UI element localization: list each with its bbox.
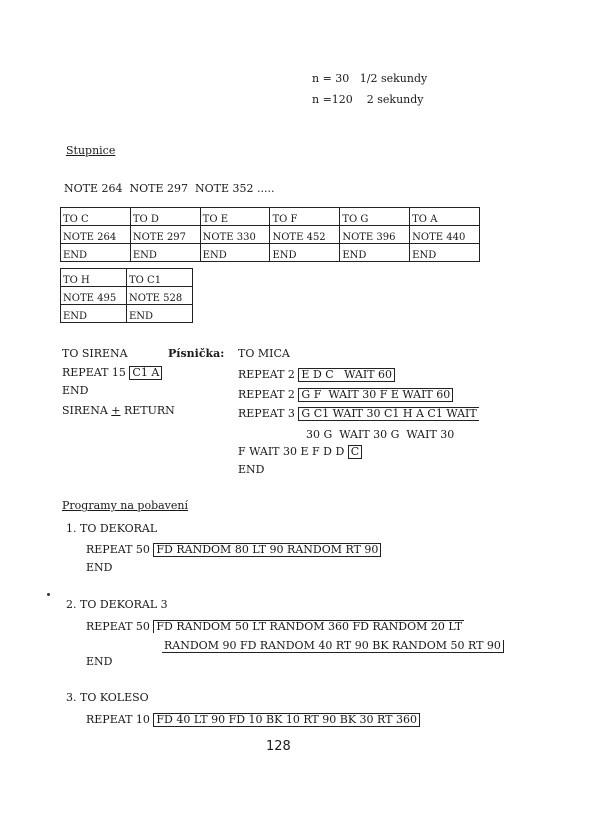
code-text: F WAIT 30 E F D D (238, 445, 348, 458)
stupnice-heading: Stupnice (66, 144, 116, 157)
program-1-title: 1. TO DEKORAL (66, 522, 158, 535)
mica-line-3 (238, 407, 479, 421)
code-text: REPEAT 3 (238, 407, 299, 420)
scale-table-1 (60, 207, 480, 262)
scale-table-2 (60, 268, 193, 323)
table-cell: END (61, 305, 127, 323)
bracket-block: FD RANDOM 80 LT 90 RANDOM RT 90 (153, 543, 381, 557)
table-cell: END (340, 244, 410, 262)
page-number: 128 (266, 739, 291, 754)
bracket-block: FD 40 LT 90 FD 10 BK 10 RT 90 BK 30 RT 360 (153, 713, 420, 727)
bracket-block: RANDOM 90 FD RANDOM 40 RT 90 BK RANDOM 50 RT 90 (162, 640, 504, 653)
table-cell: END (410, 244, 480, 262)
table-cell: NOTE 330 (200, 226, 270, 244)
program-3-title: 3. TO KOLESO (66, 691, 149, 704)
program-1-end: END (86, 561, 113, 574)
code-text: REPEAT 2 (238, 388, 299, 401)
table-cell: NOTE 440 (410, 226, 480, 244)
table-row (61, 226, 480, 244)
mica-line-2 (238, 388, 453, 402)
mica-line-5 (238, 445, 362, 459)
sirena-title: TO SIRENA (62, 347, 128, 360)
table-cell: END (61, 244, 131, 262)
table-cell: TO F (270, 208, 340, 226)
table-cell: TO A (410, 208, 480, 226)
sirena-repeat (62, 366, 162, 380)
program-3-line (86, 713, 420, 727)
table-cell: NOTE 528 (127, 287, 193, 305)
plus-sign: + (111, 404, 121, 417)
bracket-block: G F WAIT 30 F E WAIT 60 (298, 388, 453, 402)
mica-line-4: 30 G WAIT 30 G WAIT 30 (306, 428, 455, 441)
table-cell: END (200, 244, 270, 262)
table-row (61, 269, 193, 287)
table-cell: NOTE 452 (270, 226, 340, 244)
bracket-block: FD RANDOM 50 LT RANDOM 360 FD RANDOM 20 LT (153, 620, 464, 633)
code-text: REPEAT 10 (86, 713, 154, 726)
mica-line-1 (238, 368, 395, 382)
table-cell: END (130, 244, 200, 262)
table-row (61, 208, 480, 226)
stray-dot (47, 593, 50, 596)
program-2-end: END (86, 655, 113, 668)
pisnicka-label: Písnička: (168, 347, 225, 360)
table-cell: TO E (200, 208, 270, 226)
sirena-run (62, 404, 175, 417)
table-cell: TO C1 (127, 269, 193, 287)
mica-end: END (238, 463, 265, 476)
bracket-block: E D C WAIT 60 (298, 368, 395, 382)
table-cell: END (127, 305, 193, 323)
notes-line: NOTE 264 NOTE 297 NOTE 352 ..... (64, 182, 275, 195)
bracket-block: G C1 WAIT 30 C1 H A C1 WAIT (298, 407, 478, 421)
table-cell: NOTE 297 (130, 226, 200, 244)
program-1-line (86, 543, 381, 557)
code-text: SIRENA (62, 404, 112, 417)
table-row (61, 287, 193, 305)
table-cell: TO D (130, 208, 200, 226)
code-text: REPEAT 50 (86, 620, 154, 633)
table-cell: TO G (340, 208, 410, 226)
program-2-title: 2. TO DEKORAL 3 (66, 598, 168, 611)
bracket-block: C (348, 445, 362, 459)
table-row (61, 305, 193, 323)
programy-heading: Programy na pobavení (62, 499, 189, 512)
code-text: REPEAT 2 (238, 368, 299, 381)
code-text: RETURN (120, 404, 175, 417)
bracket-block: C1 A (129, 366, 162, 380)
code-text: REPEAT 50 (86, 543, 154, 556)
table-cell: TO C (61, 208, 131, 226)
table-cell: NOTE 264 (61, 226, 131, 244)
table-cell: TO H (61, 269, 127, 287)
table-cell: NOTE 495 (61, 287, 127, 305)
table-row (61, 244, 480, 262)
code-text: REPEAT 15 (62, 366, 130, 379)
table-cell: END (270, 244, 340, 262)
program-2-line-1 (86, 620, 464, 633)
sirena-end: END (62, 384, 89, 397)
timing-line-2: n =120 2 sekundy (312, 93, 424, 106)
mica-title: TO MICA (238, 347, 290, 360)
timing-line-1: n = 30 1/2 sekundy (312, 72, 428, 85)
table-cell: NOTE 396 (340, 226, 410, 244)
program-2-line-2 (162, 639, 504, 653)
